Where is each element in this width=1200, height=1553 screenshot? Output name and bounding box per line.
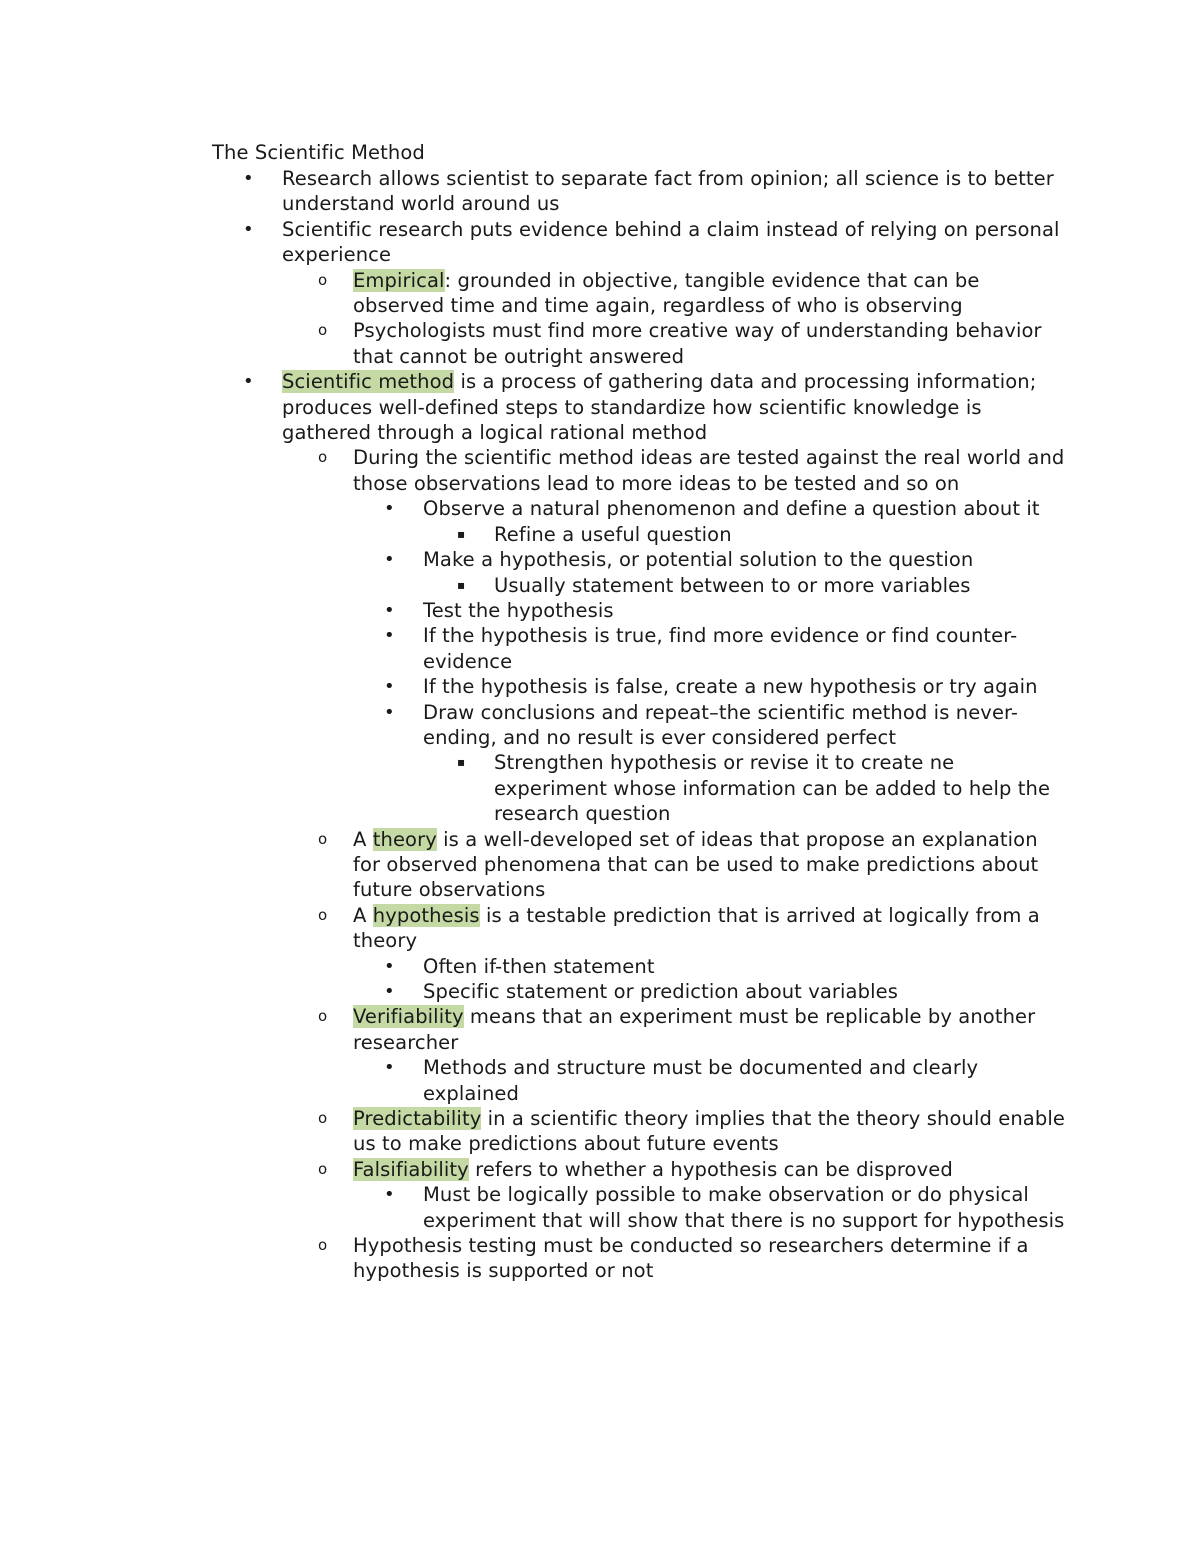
bullet-icon: o — [318, 1159, 328, 1178]
list-item-text — [353, 268, 1068, 319]
list-item — [0, 954, 1200, 979]
list-item — [0, 268, 1200, 319]
list-item-body: : grounded in objective, tangible evidence that can be observed time and time again, regardless of who is observing — [353, 268, 980, 318]
list-item — [0, 496, 1200, 521]
list-item-body: Psychologists must find more creative way of understanding behavior that cannot be outright answered — [353, 319, 1042, 368]
list-item — [0, 750, 1200, 826]
bullet-icon: • — [384, 498, 395, 520]
list-item — [0, 1106, 1200, 1157]
list-item-text — [494, 522, 1068, 547]
bullet-icon: • — [384, 955, 395, 977]
list-item-body: Scientific research puts evidence behind a claim instead of relying on personal experience — [282, 217, 1060, 267]
list-item-prefix: A — [353, 903, 373, 927]
list-item — [0, 1182, 1200, 1233]
bullet-icon: o — [318, 1109, 328, 1128]
list-item-body: Methods and structure must be documented and clearly explained — [423, 1056, 979, 1105]
bullet-icon: o — [318, 829, 328, 848]
list-item-prefix: A — [353, 827, 373, 851]
list-item — [0, 1004, 1200, 1055]
list-item-text — [282, 217, 1067, 268]
list-item — [0, 674, 1200, 699]
list-item-text — [353, 1004, 1068, 1055]
list-item-body: is a process of gathering data and processing information; produces well-defined steps to standardize how scientific knowledge is gathered through a logical rational method — [282, 370, 1037, 445]
list-item-body: Often if-then statement — [423, 954, 655, 978]
list-item-body: If the hypothesis is false, create a new hypothesis or try again — [423, 675, 1038, 699]
bullet-icon: ▪ — [457, 526, 466, 541]
list-item-text — [423, 954, 1068, 979]
list-item-body: Refine a useful question — [494, 522, 732, 546]
list-item-body: in a scientific theory implies that the theory should enable us to make predictions about future events — [353, 1107, 1065, 1156]
list-item-text — [423, 700, 1068, 751]
bullet-icon: • — [384, 676, 395, 698]
list-item-text — [423, 623, 1068, 674]
list-item-text — [353, 1106, 1068, 1157]
bullet-icon: o — [318, 321, 328, 340]
list-item-text — [353, 445, 1068, 496]
bullet-icon: • — [384, 599, 395, 621]
list-item — [0, 318, 1200, 369]
bullet-icon: • — [243, 218, 254, 240]
list-item-body: Make a hypothesis, or potential solution to the question — [423, 548, 974, 572]
bullet-icon: o — [318, 270, 328, 289]
highlighted-term: Scientific method — [282, 370, 455, 394]
list-item — [0, 369, 1200, 445]
list-item — [0, 445, 1200, 496]
list-item — [0, 623, 1200, 674]
list-item-text — [423, 1182, 1068, 1233]
list-item-body: During the scientific method ideas are tested against the real world and those observations lead to more ideas to be tested and so on — [353, 446, 1065, 495]
list-item-body: Strengthen hypothesis or revise it to create ne experiment whose information can be added to help the research question — [494, 751, 1051, 826]
list-item — [0, 1157, 1200, 1182]
list-item — [0, 903, 1200, 954]
list-item-body: refers to whether a hypothesis can be disproved — [468, 1157, 953, 1181]
list-item — [0, 217, 1200, 268]
list-item-body: is a well-developed set of ideas that propose an explanation for observed phenomena that can be used to make predictions about future observations — [353, 827, 1039, 902]
bullet-icon: ▪ — [457, 577, 466, 592]
list-item — [0, 598, 1200, 623]
list-item — [0, 166, 1200, 217]
notes-outline — [0, 166, 1200, 1284]
bullet-icon: • — [384, 625, 395, 647]
list-item-text — [353, 318, 1068, 369]
highlighted-term: Empirical — [353, 268, 445, 292]
list-item-text — [423, 547, 1068, 572]
list-item-body: means that an experiment must be replicable by another researcher — [353, 1005, 1036, 1054]
list-item-text — [423, 1055, 1068, 1106]
list-item — [0, 547, 1200, 572]
bullet-icon: o — [318, 448, 328, 467]
list-item — [0, 827, 1200, 903]
list-item-body: Must be logically possible to make observation or do physical experiment that will show that there is no support for hypothesis — [423, 1183, 1065, 1232]
list-item-body: Usually statement between to or more variables — [494, 573, 971, 597]
list-item-text — [282, 369, 1067, 445]
bullet-icon: • — [384, 701, 395, 723]
bullet-icon: • — [243, 371, 254, 393]
list-item-text — [494, 573, 1068, 598]
list-item-body: If the hypothesis is true, find more evidence or find counter-evidence — [423, 624, 1018, 673]
bullet-icon: o — [318, 1236, 328, 1255]
list-item — [0, 573, 1200, 598]
list-item-body: Test the hypothesis — [423, 598, 614, 622]
list-item — [0, 1233, 1200, 1284]
bullet-icon: • — [384, 1184, 395, 1206]
list-item-body: Specific statement or prediction about variables — [423, 980, 898, 1003]
highlighted-term: hypothesis — [372, 903, 480, 927]
list-item-text — [423, 979, 1068, 1004]
list-item-body: Research allows scientist to separate fact from opinion; all science is to better understand world around us — [282, 167, 1054, 216]
list-item-text — [353, 827, 1068, 903]
list-item-body: Draw conclusions and repeat–the scientific method is never-ending, and no result is ever considered perfect — [423, 700, 1019, 749]
list-item-text — [423, 674, 1068, 699]
list-item-text — [353, 1157, 1068, 1182]
list-item-body: Hypothesis testing must be conducted so researchers determine if a hypothesis is supported or not — [353, 1234, 1029, 1283]
list-item — [0, 522, 1200, 547]
highlighted-term: theory — [372, 827, 437, 851]
list-item-text — [353, 1233, 1068, 1284]
list-item — [0, 1055, 1200, 1106]
bullet-icon: • — [384, 1057, 395, 1079]
highlighted-term: Predictability — [353, 1107, 482, 1131]
highlighted-term: Falsifiability — [353, 1157, 469, 1181]
list-item-text — [423, 496, 1068, 521]
bullet-icon: • — [384, 549, 395, 571]
bullet-icon: o — [318, 1007, 328, 1026]
list-item-body: is a testable prediction that is arrived at logically from a theory — [353, 903, 1040, 953]
bullet-icon: • — [243, 168, 254, 189]
bullet-icon: • — [384, 981, 395, 1002]
highlighted-term: Verifiability — [353, 1005, 464, 1029]
list-item — [0, 700, 1200, 751]
list-item-body: Observe a natural phenomenon and define a question about it — [423, 497, 1040, 521]
list-item-text — [353, 903, 1068, 954]
bullet-icon: o — [318, 905, 328, 924]
bullet-icon: ▪ — [457, 755, 466, 770]
list-item — [0, 979, 1200, 1004]
page-title: The Scientific Method — [212, 141, 425, 164]
list-item-text — [282, 166, 1067, 217]
list-item-text — [494, 750, 1068, 826]
list-item-text — [423, 598, 1068, 623]
